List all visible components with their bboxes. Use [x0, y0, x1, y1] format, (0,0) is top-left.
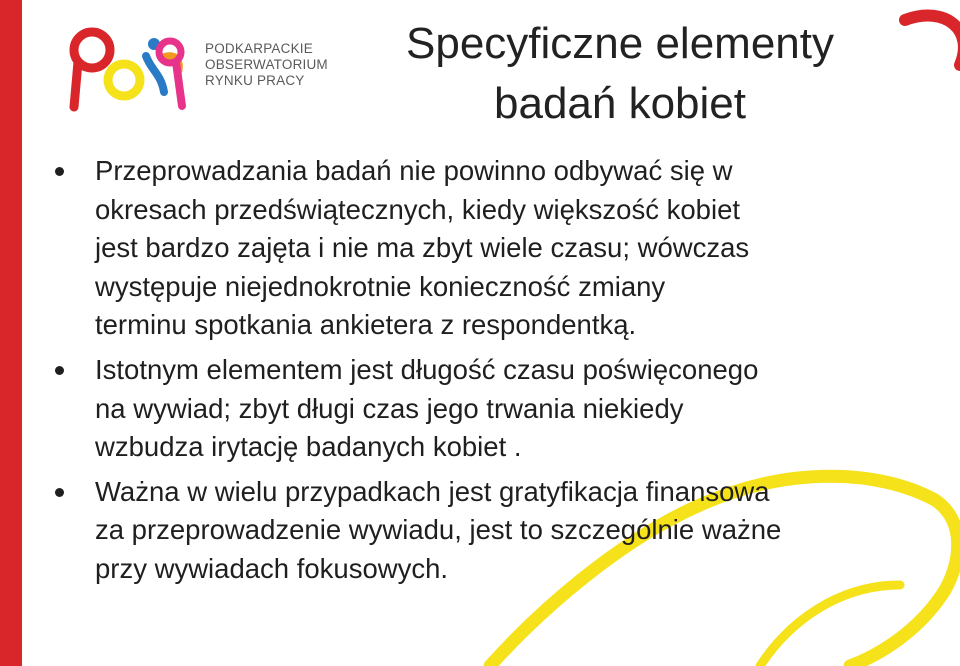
- logo-line-3: RYNKU PRACY: [205, 73, 305, 88]
- bullet-line: jest bardzo zajęta i nie ma zbyt wiele czasu; wówczas: [95, 232, 750, 264]
- slide-title: [360, 14, 880, 134]
- bullet-item: [55, 152, 915, 345]
- bullet-line: Przeprowadzania badań nie powinno odbywać się w: [95, 155, 733, 186]
- bullet-line: za przeprowadzenie wywiadu, jest to szczególnie ważne: [95, 514, 782, 546]
- bullet-line: przy wywiadach fokusowych.: [95, 552, 449, 584]
- bullet-line: wzbudza irytację badanych kobiet .: [95, 431, 522, 463]
- bullet-dot-icon: [55, 167, 64, 176]
- bullet-dot-icon: [55, 488, 64, 497]
- bullet-line: występuje niejednokrotnie konieczność zmiany: [95, 270, 666, 302]
- title-line-2: badań kobiet: [494, 79, 746, 128]
- logo-line-1: PODKARPACKIE: [205, 41, 313, 56]
- title-line-1: Specyficzne elementy: [406, 19, 834, 68]
- bullet-line: terminu spotkania ankietera z respondentką.: [95, 309, 637, 341]
- bullet-line: na wywiad; zbyt długi czas jego trwania niekiedy: [95, 392, 684, 424]
- bullet-dot-icon: [55, 366, 64, 375]
- bullet-line: okresach przedświątecznych, kiedy większość kobiet: [95, 193, 741, 225]
- bullet-item: [55, 351, 915, 467]
- bullet-text: [95, 152, 915, 345]
- bullet-list: [55, 152, 915, 595]
- bullet-text: [95, 473, 915, 589]
- bullet-line: Ważna w wielu przypadkach jest gratyfikacja finansowa: [95, 475, 770, 507]
- bullet-item: [55, 473, 915, 589]
- logo-text: [205, 41, 328, 89]
- logo-line-2: OBSERWATORIUM: [205, 57, 328, 72]
- bullet-text: [95, 351, 915, 467]
- bullet-line: Istotnym elementem jest długość czasu poświęconego: [95, 353, 759, 385]
